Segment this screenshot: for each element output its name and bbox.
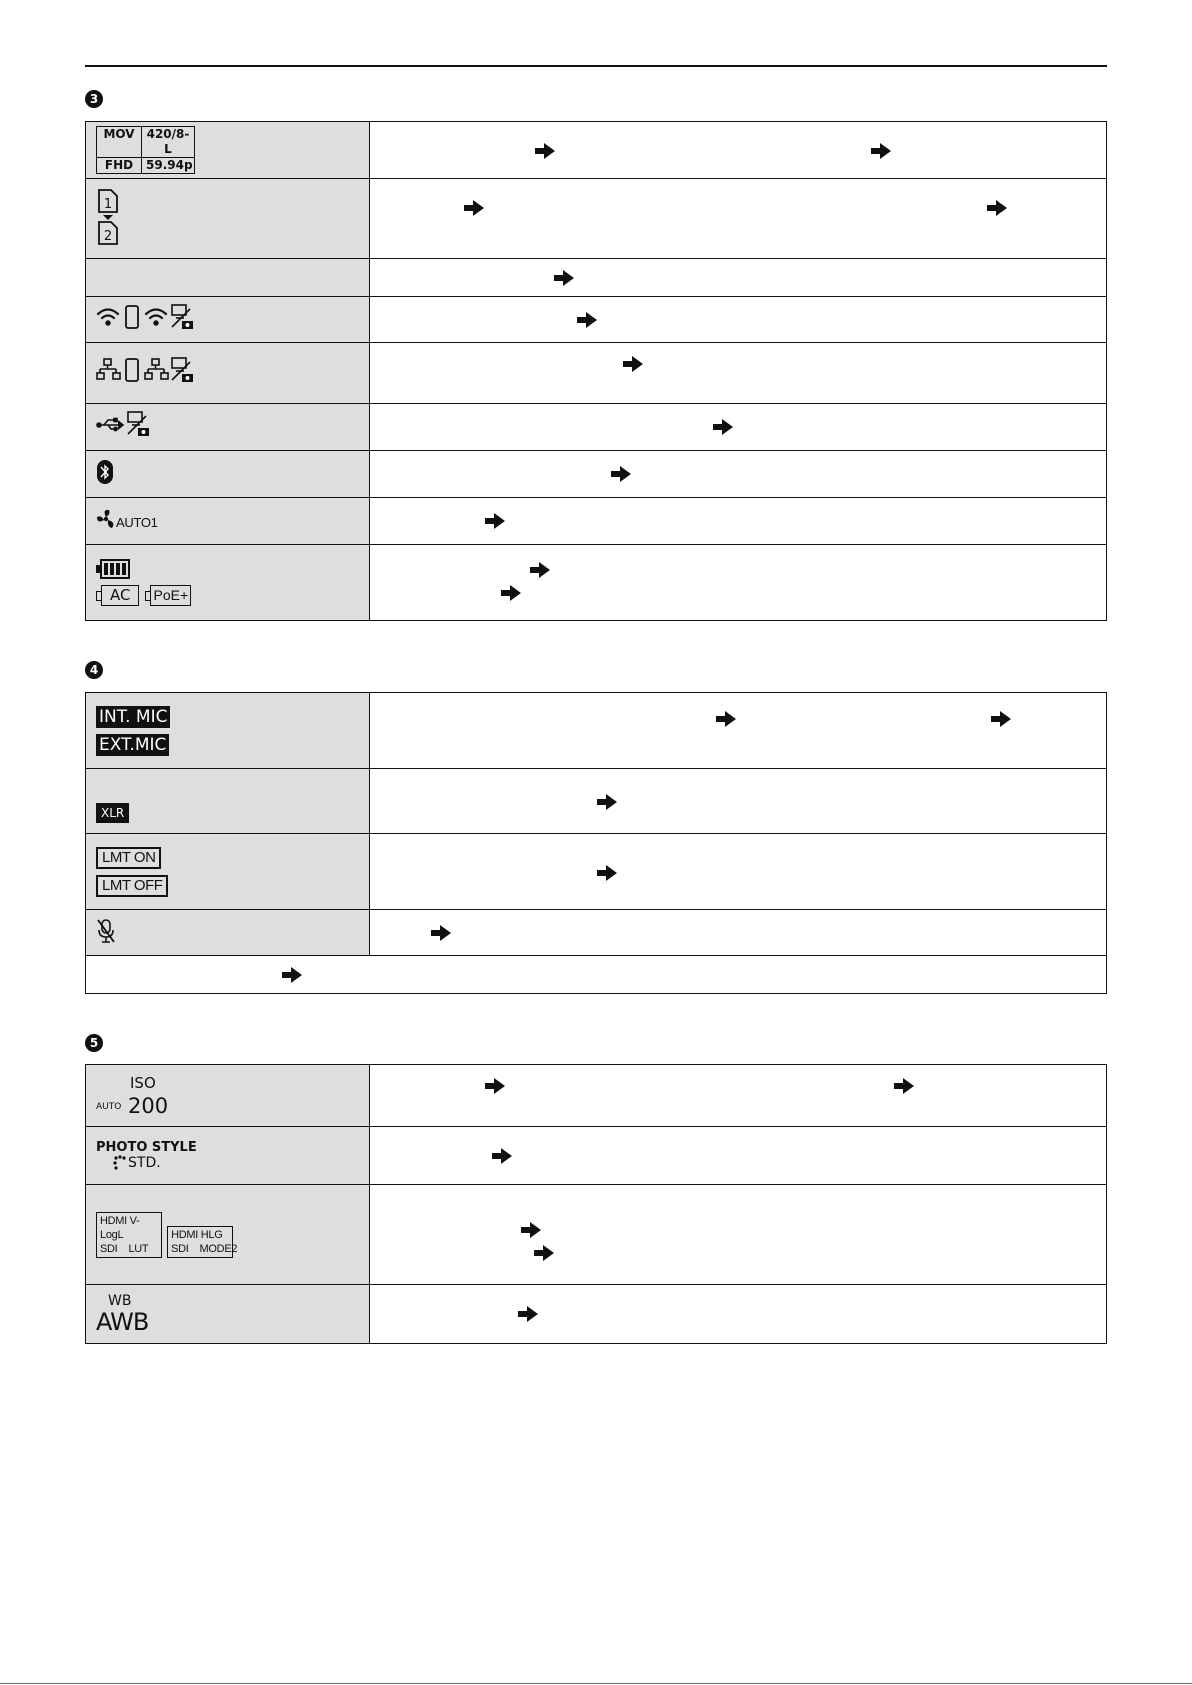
pc-camera-icon bbox=[172, 305, 193, 329]
xlr-label: XLR bbox=[96, 803, 129, 823]
arrow-right-icon bbox=[491, 1147, 513, 1165]
smartphone-icon bbox=[126, 359, 138, 381]
table-row bbox=[86, 122, 1107, 179]
description-cell bbox=[370, 343, 1107, 404]
table-row bbox=[86, 297, 1107, 343]
photo-style-value: STD. bbox=[128, 1155, 161, 1171]
pc-camera-icon bbox=[172, 358, 193, 382]
arrow-right-icon bbox=[484, 1077, 506, 1095]
section-3-table bbox=[85, 121, 1107, 621]
arrow-right-icon bbox=[893, 1077, 915, 1095]
table-row bbox=[86, 769, 1107, 834]
white-balance-icon bbox=[86, 1285, 370, 1344]
arrow-right-icon bbox=[500, 584, 522, 602]
section-number: 3 bbox=[85, 90, 103, 108]
photo-style-label: PHOTO STYLE bbox=[96, 1140, 197, 1155]
table-row bbox=[86, 910, 1107, 956]
double-slot-icon bbox=[86, 179, 370, 259]
table-row bbox=[86, 693, 1107, 769]
table-row bbox=[86, 956, 1107, 994]
description-cell bbox=[370, 1065, 1107, 1127]
section-5-table bbox=[85, 1064, 1107, 1344]
description-cell bbox=[370, 769, 1107, 834]
table-row bbox=[86, 404, 1107, 451]
card-1-label: 1 bbox=[103, 196, 113, 212]
description-cell bbox=[86, 956, 1107, 994]
poe-power-icon bbox=[145, 585, 191, 606]
hdmi-vlog-icon bbox=[96, 1212, 162, 1258]
iso-label: ISO bbox=[130, 1073, 156, 1092]
table-row bbox=[86, 1185, 1107, 1285]
lmt-on-label: LMT ON bbox=[96, 847, 161, 869]
table-row bbox=[86, 259, 1107, 297]
description-cell bbox=[370, 404, 1107, 451]
header-rule bbox=[85, 65, 1107, 67]
iso-icon bbox=[86, 1065, 370, 1127]
footer-rule bbox=[0, 1683, 1192, 1684]
pc-camera-icon bbox=[128, 412, 149, 436]
wb-label: WB bbox=[108, 1293, 132, 1309]
description-cell bbox=[370, 297, 1107, 343]
description-cell bbox=[370, 1285, 1107, 1344]
hdmi-sdi-icons bbox=[86, 1185, 370, 1285]
wb-value: AWB bbox=[96, 1308, 149, 1336]
empty-icon-cell bbox=[86, 259, 370, 297]
wifi-icon bbox=[98, 309, 118, 324]
table-row bbox=[86, 451, 1107, 498]
int-mic-label: INT. MIC bbox=[96, 706, 170, 728]
table-row bbox=[86, 545, 1107, 621]
mic-mute-icon bbox=[86, 910, 370, 956]
table-row bbox=[86, 1285, 1107, 1344]
power-source-icons bbox=[86, 545, 370, 621]
iso-value: 200 bbox=[128, 1093, 169, 1118]
xlr-icon bbox=[86, 769, 370, 834]
hdmi-vlog-line1: HDMI V-LogL bbox=[100, 1214, 140, 1241]
quality-label: 420/8-L bbox=[146, 127, 190, 156]
bluetooth-icon bbox=[86, 451, 370, 498]
arrow-right-icon bbox=[281, 966, 303, 984]
poe-label: PoE+ bbox=[150, 585, 191, 606]
arrow-right-icon bbox=[529, 561, 551, 579]
arrow-right-icon bbox=[715, 710, 737, 728]
arrow-right-icon bbox=[596, 864, 618, 882]
ac-label: AC bbox=[101, 585, 139, 606]
lan-icon bbox=[97, 359, 120, 379]
ac-power-icon bbox=[96, 585, 139, 606]
wired-lan-icons bbox=[86, 343, 370, 404]
card-2-label: 2 bbox=[103, 228, 113, 244]
arrow-right-icon bbox=[534, 142, 556, 160]
section-number: 5 bbox=[85, 1034, 103, 1052]
usb-tethering-icons bbox=[86, 404, 370, 451]
table-row bbox=[86, 343, 1107, 404]
arrow-right-icon bbox=[576, 311, 598, 329]
arrow-right-icon bbox=[610, 465, 632, 483]
hdmi-hlg-line1: HDMI HLG bbox=[171, 1228, 223, 1241]
ext-mic-label: EXT.MIC bbox=[96, 734, 169, 756]
arrow-right-icon bbox=[520, 1221, 542, 1239]
section-number: 4 bbox=[85, 661, 103, 679]
description-cell bbox=[370, 1185, 1107, 1285]
hdmi-vlog-line2: SDI LUT bbox=[100, 1242, 149, 1255]
photo-style-icon-glyph bbox=[112, 1155, 128, 1171]
description-cell bbox=[370, 834, 1107, 910]
iso-auto-label: AUTO bbox=[96, 1101, 122, 1112]
description-cell bbox=[370, 910, 1107, 956]
description-cell bbox=[370, 122, 1107, 179]
usb-icon bbox=[97, 419, 123, 431]
lmt-off-label: LMT OFF bbox=[96, 875, 168, 897]
arrow-right-icon bbox=[463, 199, 485, 217]
photo-style-icon bbox=[86, 1127, 370, 1185]
table-row bbox=[86, 1127, 1107, 1185]
smartphone-icon bbox=[126, 306, 138, 328]
description-cell bbox=[370, 259, 1107, 297]
battery-icon bbox=[96, 559, 369, 579]
arrow-right-icon bbox=[596, 793, 618, 811]
fan-icon bbox=[86, 498, 370, 545]
arrow-right-icon bbox=[986, 199, 1008, 217]
description-cell bbox=[370, 545, 1107, 621]
hdmi-hlg-line2: SDI MODE2 bbox=[171, 1242, 238, 1255]
description-cell bbox=[370, 1127, 1107, 1185]
arrow-right-icon bbox=[990, 710, 1012, 728]
wifi-connection-icons bbox=[86, 297, 370, 343]
rate-label: 59.94p bbox=[146, 158, 193, 172]
arrow-right-icon bbox=[533, 1244, 555, 1262]
arrow-right-icon bbox=[870, 142, 892, 160]
arrow-right-icon bbox=[484, 512, 506, 530]
hdmi-hlg-icon bbox=[167, 1226, 238, 1258]
arrow-right-icon bbox=[712, 418, 734, 436]
rec-format-icon bbox=[86, 122, 370, 179]
table-row bbox=[86, 834, 1107, 910]
arrow-right-icon bbox=[553, 269, 575, 287]
lan-icon bbox=[145, 359, 168, 379]
description-cell bbox=[370, 179, 1107, 259]
arrow-right-icon bbox=[622, 355, 644, 373]
table-row bbox=[86, 1065, 1107, 1127]
table-row bbox=[86, 498, 1107, 545]
file-format-label: MOV bbox=[97, 127, 142, 157]
description-cell bbox=[370, 498, 1107, 545]
description-cell bbox=[370, 693, 1107, 769]
arrow-right-icon bbox=[517, 1305, 539, 1323]
mic-icons bbox=[86, 693, 370, 769]
arrow-right-icon bbox=[430, 924, 452, 942]
section-4-table bbox=[85, 692, 1107, 994]
wifi-icon bbox=[146, 309, 166, 324]
size-label: FHD bbox=[97, 158, 142, 173]
description-cell bbox=[370, 451, 1107, 498]
limiter-icons bbox=[86, 834, 370, 910]
table-row bbox=[86, 179, 1107, 259]
fan-mode-label: AUTO1 bbox=[116, 515, 158, 530]
